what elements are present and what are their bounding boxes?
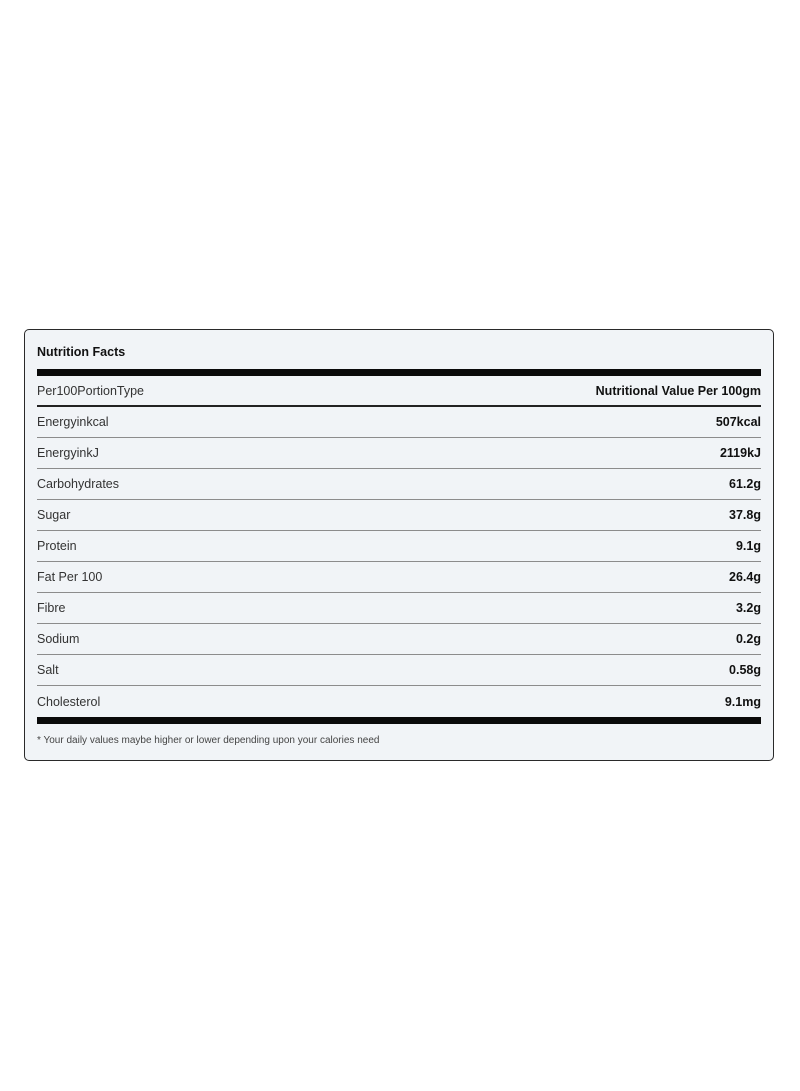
- row-value: 61.2g: [729, 477, 761, 491]
- table-header-row: [37, 376, 761, 407]
- panel-title: Nutrition Facts: [37, 345, 126, 359]
- header-value: Nutritional Value Per 100gm: [595, 383, 761, 398]
- top-divider: [37, 369, 761, 376]
- row-label: Carbohydrates: [37, 477, 119, 491]
- table-row: [37, 593, 761, 624]
- row-value: 507kcal: [715, 415, 761, 429]
- row-label: Salt: [37, 663, 59, 677]
- row-label: Protein: [37, 539, 77, 553]
- table-row: [37, 655, 761, 686]
- row-label: Cholesterol: [37, 694, 101, 709]
- row-label: Fat Per 100: [37, 570, 103, 584]
- table-row: [37, 469, 761, 500]
- row-value: 26.4g: [729, 570, 761, 584]
- row-value: 0.2g: [735, 632, 761, 646]
- row-value: 9.1g: [735, 539, 761, 553]
- bottom-divider: [37, 717, 761, 724]
- row-value: 9.1mg: [724, 694, 761, 709]
- row-label: Sodium: [37, 632, 80, 646]
- row-label: Sugar: [37, 508, 71, 522]
- row-value: 37.8g: [729, 508, 761, 522]
- nutrition-table: [37, 376, 761, 717]
- row-label: EnergyinkJ: [37, 446, 99, 460]
- header-label: Per100PortionType: [37, 383, 145, 398]
- table-row: [37, 500, 761, 531]
- table-row: [37, 407, 761, 438]
- row-label: Fibre: [37, 601, 66, 615]
- row-value: 2119kJ: [719, 446, 761, 460]
- row-value: 0.58g: [729, 663, 761, 677]
- table-row: [37, 531, 761, 562]
- row-label: Energyinkcal: [37, 415, 109, 429]
- table-row: [37, 624, 761, 655]
- footnote: * Your daily values maybe higher or lower depending upon your calories need: [37, 735, 380, 746]
- table-row: [37, 438, 761, 469]
- row-value: 3.2g: [735, 601, 761, 615]
- table-row: [37, 562, 761, 593]
- table-row: [37, 686, 761, 717]
- nutrition-facts-panel: [24, 329, 774, 761]
